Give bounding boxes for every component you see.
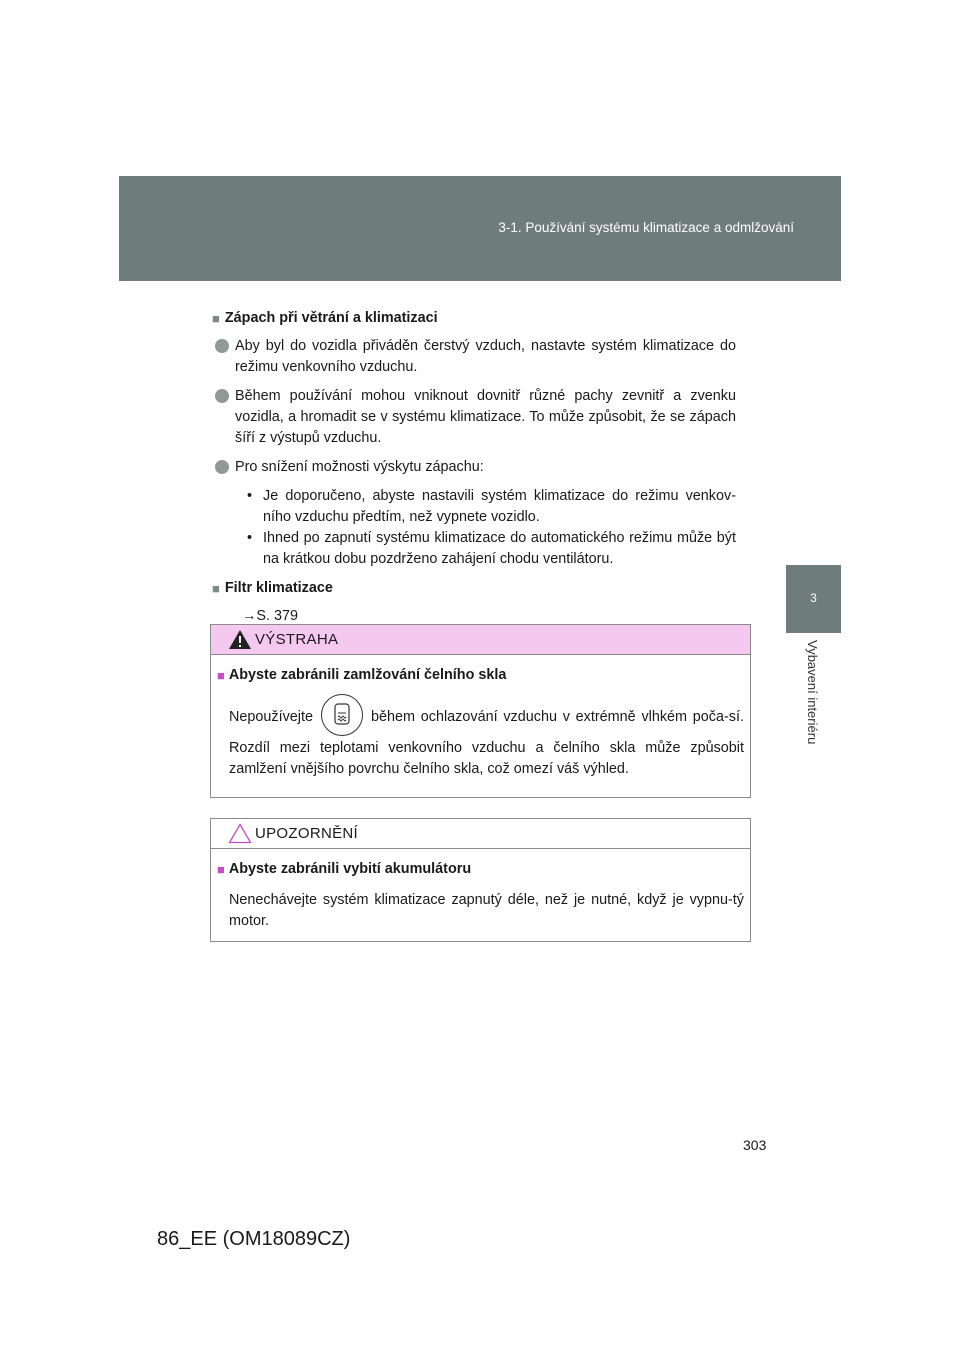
warning-header <box>211 625 750 655</box>
notice-header <box>211 819 750 849</box>
list-item: Pro snížení možnosti výskytu zápachu: <box>212 457 736 478</box>
main-content <box>212 308 736 627</box>
notice-title: UPOZORNĚNÍ <box>255 825 359 842</box>
circle-bullet-icon <box>215 460 229 474</box>
page-number: 303 <box>743 1137 767 1153</box>
section-heading: ■ Zápach při větrání a klimatizaci <box>212 308 736 329</box>
square-bullet-icon: ■ <box>212 581 220 596</box>
circle-bullet-icon <box>215 339 229 353</box>
list-item: Aby byl do vozidla přiváděn čerstvý vzduch, nastavte systém klimatizace do režimu venkovního vzduchu. <box>212 336 736 378</box>
notice-text: Nenechávejte systém klimatizace zapnutý déle, než je nutné, když je vypnu-tý motor. <box>229 892 744 929</box>
sub-list-item: • Ihned po zapnutí systému klimatizace do automatického režimu může být na krátkou dobu pozdrženo zahájení chodu ventilátoru. <box>247 530 736 567</box>
section-heading: ■ Filtr klimatizace <box>212 578 736 599</box>
caution-triangle-icon <box>228 823 252 844</box>
chapter-number: 3 <box>810 591 817 605</box>
circle-bullet-icon <box>215 389 229 403</box>
chapter-title: 3-1. Používání systému klimatizace a odmlžování <box>498 220 794 235</box>
warning-box <box>210 624 751 798</box>
notice-heading: ■ Abyste zabránili vybití akumulátoru <box>217 859 744 880</box>
chapter-tab <box>786 565 841 633</box>
warning-title: VÝSTRAHA <box>255 631 339 648</box>
square-bullet-icon: ■ <box>217 862 225 877</box>
notice-box <box>210 818 751 942</box>
page-reference: →S. 379 <box>242 608 298 624</box>
warning-heading: ■ Abyste zabránili zamlžování čelního skla <box>217 665 744 686</box>
sub-list-item: • Je doporučeno, abyste nastavili systém klimatizace do režimu venkov-ního vzduchu předtím, než vypnete vozidlo. <box>247 488 736 525</box>
chapter-header <box>119 176 841 281</box>
document-code: 86_EE (OM18089CZ) <box>157 1228 351 1250</box>
warning-triangle-icon <box>228 629 252 650</box>
list-item: Během používání mohou vniknout dovnitř různé pachy zevnitř a zvenku vozidla, a hromadit se v systému klimatizace. To může způsobit, že se zápach šíří z výstupů vzduchu. <box>212 386 736 449</box>
square-bullet-icon: ■ <box>212 311 220 326</box>
chapter-side-label: Vybavení interiéru <box>805 640 820 745</box>
defogger-button-icon <box>321 694 363 736</box>
arrow-right-icon: → <box>242 608 257 624</box>
square-bullet-icon: ■ <box>217 668 225 683</box>
warning-text: Nepoužívejte během ochlazování vzduchu v extrémně vlhkém poča-sí. Rozdíl mezi teplotami venkovního vzduchu a čelního skla může způsobit zamlžení vnějšího povrchu čelního skla, což omezí váš výhled. <box>217 696 744 780</box>
